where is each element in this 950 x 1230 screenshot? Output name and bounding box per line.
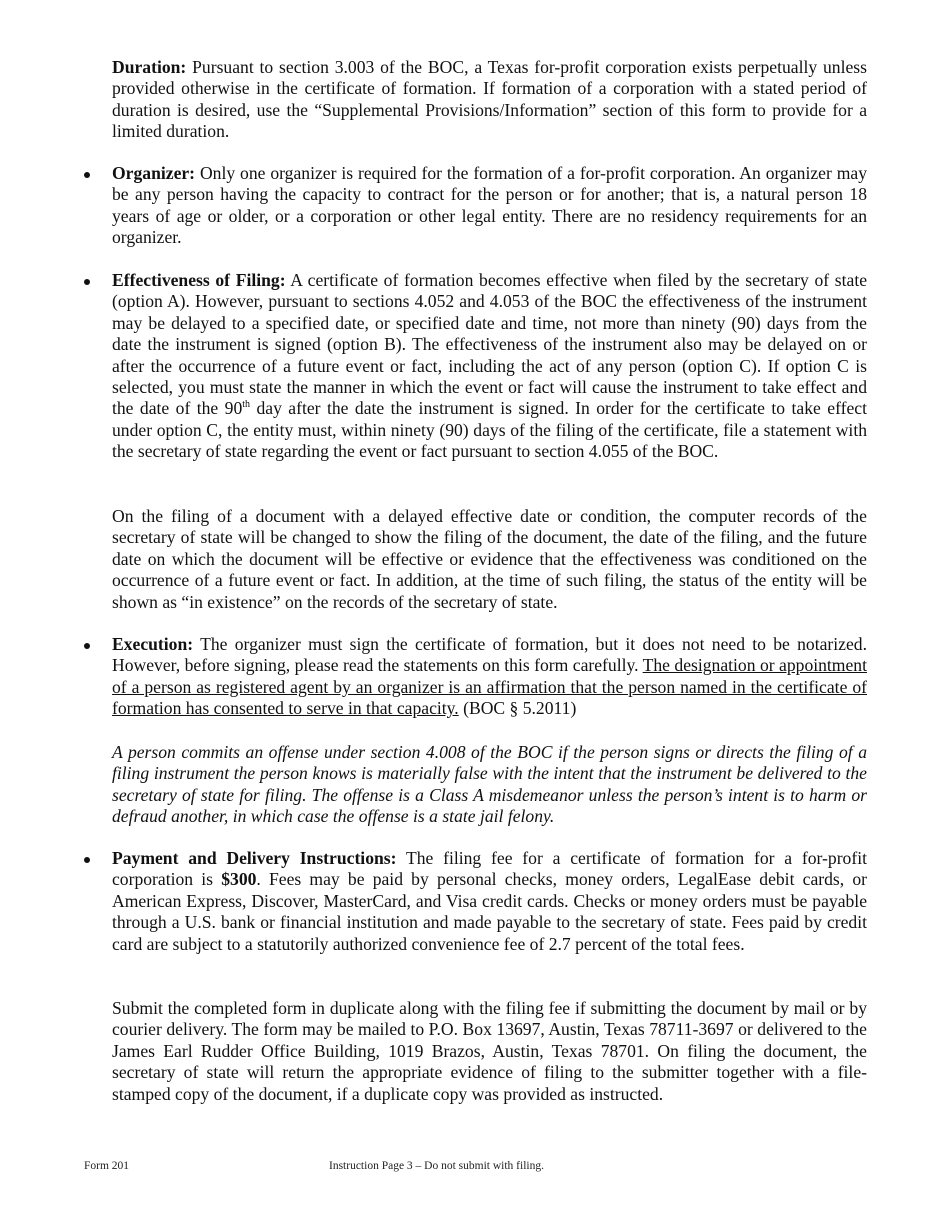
- payment-text-1: The filing fee for a certificate of formation for a for-profit corporation is: [112, 848, 867, 890]
- effectiveness-text-1: A certificate of formation becomes effective when filed by the secretary of state (option A). However, pursuant to sections 4.052 and 4.053 of the BOC the effectiveness of the instrument may be delayed to a specified date, or specified date and time, not more than ninety (90) days from the date the instrument is signed (option B). The effectiveness of the instrument also may be delayed on or after the occurrence of a future event or fact, including the act of any person (option C). If option C is selected, you must state the manner in which the event or fact will cause the instrument to take effect and the date of the 90: [112, 270, 868, 419]
- page-note: Instruction Page 3 – Do not submit with filing.: [329, 1160, 544, 1172]
- payment-heading: Payment and Delivery Instructions:: [112, 848, 397, 868]
- bullet-icon: [84, 165, 92, 173]
- duration-heading: Duration:: [112, 57, 187, 77]
- execution-citation: (BOC § 5.2011): [458, 698, 577, 719]
- duration-text: Pursuant to section 3.003 of the BOC, a Texas for-profit corporation exists perpetually unless provided otherwise in the certificate of formation. If formation of a corporation with a stated period of duration is desired, use the “Supplemental Provisions/Information” section of this form to provide for a limited duration.: [112, 57, 867, 142]
- execution-heading: Execution:: [112, 634, 194, 654]
- registered-agent-affirmation: The designation or appointment of a person as registered agent by an organizer is an affirmation that the person named in the certificate of formation has consented to serve in that capacity.: [112, 655, 867, 719]
- filing-fee: $300: [221, 869, 257, 890]
- payment-text-2: . Fees may be paid by personal checks, money orders, LegalEase debit cards, or American Express, Discover, MasterCard, and Visa credit cards. Checks or money orders must be payable through a U.S. bank or financial institution and made payable to the secretary of state. Fees paid by credit card are subject to a statutorily authorized convenience fee of 2.7 percent of the total fees.: [112, 869, 867, 954]
- bullet-icon: [84, 636, 92, 644]
- payment-paragraph: [112, 848, 867, 955]
- bullet-icon: [84, 850, 92, 858]
- organizer-paragraph: [112, 163, 867, 249]
- offense-warning: A person commits an offense under section 4.008 of the BOC if the person signs or directs the filing of a filing instrument the person knows is materially false with the intent that the instrument be delivered to the secretary of state for filing. The offense is a Class A misdemeanor unless the person’s intent is to harm or defraud another, in which case the offense is a state jail felony.: [112, 742, 867, 827]
- organizer-text: Only one organizer is required for the formation of a for-profit corporation. An organizer may be any person having the capacity to contract for the person or for another; that is, a natural person 18 years of age or older, or a corporation or other legal entity. There are no residency requirements for an organizer.: [112, 163, 867, 248]
- form-number: Form 201: [84, 1160, 130, 1172]
- effectiveness-superscript: th: [242, 399, 251, 411]
- duration-paragraph: [112, 57, 867, 143]
- delivery-paragraph: Submit the completed form in duplicate along with the filing fee if submitting the document by mail or by courier delivery. The form may be mailed to P.O. Box 13697, Austin, Texas 78711-3697 or delivered to the James Earl Rudder Office Building, 1019 Brazos, Austin, Texas 78701. On filing the document, the secretary of state will return the appropriate evidence of filing to the submitter together with a file- stamped copy of the document, if a duplicate copy was provided as instructed.: [112, 998, 867, 1104]
- execution-paragraph: [112, 634, 867, 720]
- effectiveness-heading: Effectiveness of Filing:: [112, 270, 286, 290]
- execution-text: The organizer must sign the certificate of formation, but it does not need to be notarized. However, before signing, please read the statements on this form carefully.: [112, 634, 867, 676]
- bullet-icon: [84, 272, 92, 280]
- organizer-heading: Organizer:: [112, 163, 196, 183]
- delayed-filing-paragraph: On the filing of a document with a delayed effective date or condition, the computer records of the secretary of state will be changed to show the filing of the document, the date of the filing, and the future date on which the document will be effective or evidence that the effectiveness was conditioned on the occurrence of a future event or fact. In addition, at the time of such filing, the status of the entity will be shown as “in existence” on the records of the secretary of state.: [112, 506, 867, 612]
- effectiveness-paragraph: [112, 270, 867, 463]
- effectiveness-text-2: day after the date the instrument is signed. In order for the certificate to take effect under option C, the entity must, within ninety (90) days of the filing of the certificate, file a statement with the secretary of state regarding the event or fact pursuant to section 4.055 of the BOC.: [112, 398, 867, 462]
